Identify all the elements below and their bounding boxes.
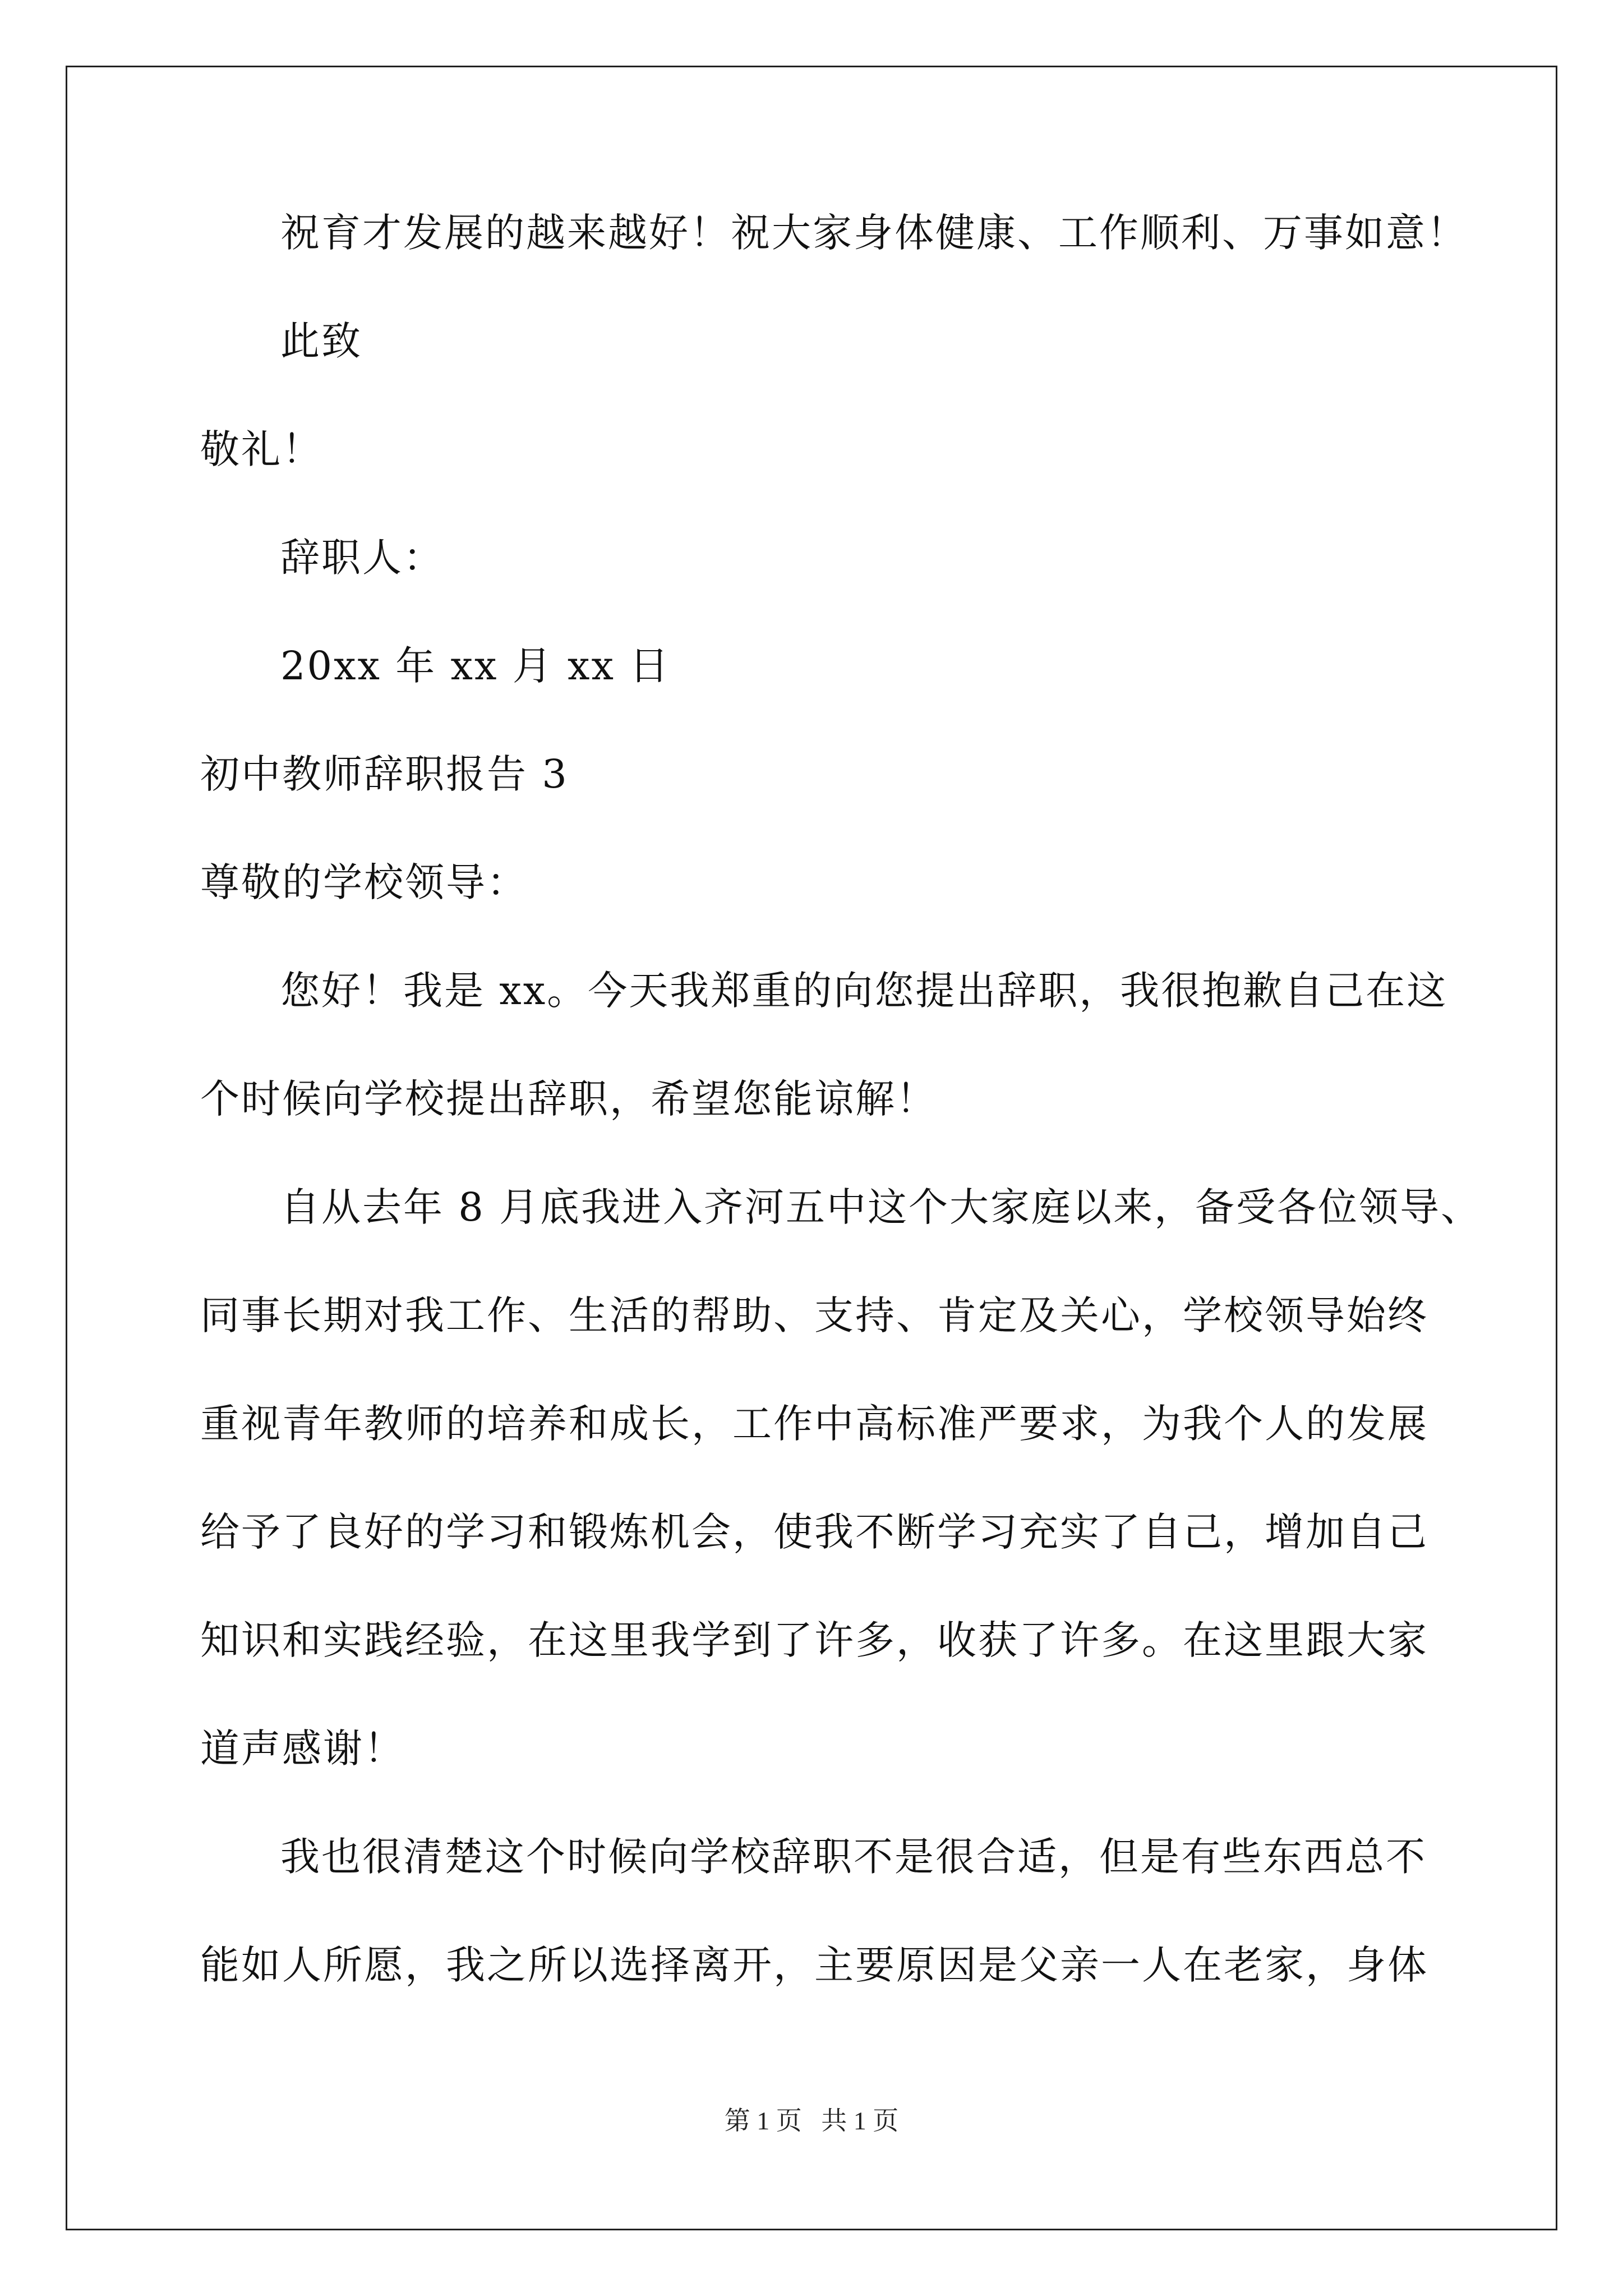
date-line: 20xx 年 xx 月 xx 日 — [280, 643, 671, 689]
paragraph-line: 道声感谢！ — [200, 1726, 405, 1772]
paragraph-line: 给予了良好的学习和锻炼机会，使我不断学习充实了自己，增加自己 — [200, 1509, 1428, 1555]
signature-label: 辞职人： — [280, 535, 444, 581]
paragraph-line: 您好！我是 xx。今天我郑重的向您提出辞职，我很抱歉自己在这 — [280, 968, 1448, 1014]
paragraph-line: 能如人所愿，我之所以选择离开，主要原因是父亲一人在老家，身体 — [200, 1942, 1428, 1988]
paragraph-line: 我也很清楚这个时候向学校辞职不是很合适，但是有些东西总不 — [280, 1834, 1427, 1880]
closing-regards: 敬礼！ — [200, 426, 323, 472]
paragraph-line: 同事长期对我工作、生活的帮助、支持、肯定及关心，学校领导始终 — [200, 1292, 1428, 1338]
page-number-footer: 第 1 页 共 1 页 — [724, 2106, 899, 2135]
paragraph-line: 重视青年教师的培养和成长，工作中高标准严要求，为我个人的发展 — [200, 1401, 1428, 1447]
document-body — [200, 210, 1482, 2054]
paragraph-line: 个时候向学校提出辞职，希望您能谅解！ — [200, 1076, 937, 1122]
paragraph-line: 自从去年 8 月底我进入齐河五中这个大家庭以来，备受各位领导、 — [280, 1184, 1482, 1230]
greeting: 尊敬的学校领导： — [200, 859, 528, 905]
paragraph-line: 知识和实践经验，在这里我学到了许多，收获了许多。在这里跟大家 — [200, 1617, 1428, 1663]
section-title: 初中教师辞职报告 3 — [200, 751, 569, 797]
paragraph-line: 祝育才发展的越来越好！祝大家身体健康、工作顺利、万事如意！ — [280, 210, 1468, 256]
closing-salutation: 此致 — [280, 318, 362, 364]
